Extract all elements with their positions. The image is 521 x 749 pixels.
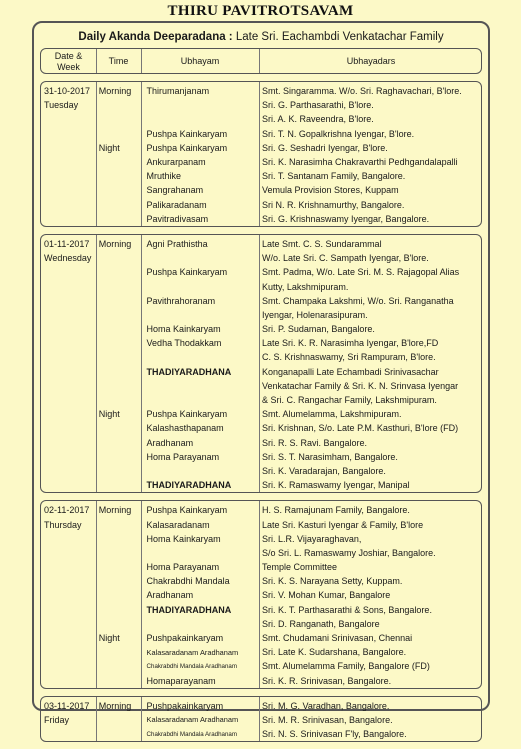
table-row bbox=[41, 308, 481, 322]
ubhayam-cell: Kalashasthapanam bbox=[146, 423, 224, 434]
table-header bbox=[40, 48, 482, 74]
header-time: Time bbox=[108, 56, 129, 66]
ubhayadars-cell: C. S. Krishnaswamy, Sri Rampuram, B'lore. bbox=[262, 352, 436, 363]
day-section bbox=[40, 696, 482, 743]
ubhayadars-cell: Sri. A. K. Raveendra, B'lore. bbox=[262, 114, 374, 125]
ubhayam-cell: Pushpa Kainkaryam bbox=[146, 409, 228, 420]
date-cell: 01-11-2017 bbox=[44, 238, 90, 249]
table-row bbox=[41, 365, 481, 379]
header-date-line1: Date & bbox=[54, 51, 83, 61]
table-row bbox=[41, 198, 481, 212]
table-row bbox=[41, 560, 481, 574]
ubhayadars-cell: Sri. G. Parthasarathi, B'lore. bbox=[262, 100, 374, 111]
table-row bbox=[41, 212, 481, 226]
ubhayam-cell: Thirumanjanam bbox=[146, 86, 210, 97]
ubhayadars-cell: Smt. Alumelamma, Lakshmipuram. bbox=[262, 409, 402, 420]
ubhayam-cell: Kalasaradanam Aradhanam bbox=[146, 647, 239, 657]
ubhayam-cell: Homa Parayanam bbox=[146, 451, 220, 462]
ubhayam-cell: Pushpa Kainkaryam bbox=[146, 142, 228, 153]
table-row bbox=[41, 503, 481, 517]
ubhayam-cell: Pushpa Kainkaryam bbox=[146, 505, 228, 516]
table-row bbox=[41, 645, 481, 659]
subtitle-family: Late Sri. Eachambdi Venkatachar Family bbox=[235, 31, 444, 43]
table-row bbox=[41, 169, 481, 183]
ubhayam-cell: Pavithrahoranam bbox=[146, 295, 216, 306]
ubhayam-cell: Aradhanam bbox=[146, 437, 194, 448]
ubhayadars-cell: Sri. Krishnan, S/o. Late P.M. Kasthuri, B'lore (FD) bbox=[262, 423, 459, 434]
table-row bbox=[41, 478, 481, 492]
table-row bbox=[41, 84, 481, 98]
date-cell: Wednesday bbox=[44, 253, 92, 264]
ubhayam-cell: Agni Prathistha bbox=[146, 238, 208, 249]
ubhayadars-cell: Vemula Provision Stores, Kuppam bbox=[262, 185, 399, 196]
day-section bbox=[40, 234, 482, 493]
header-ubhayadars: Ubhayadars bbox=[346, 56, 396, 66]
ubhayadars-cell: Smt. Singaramma. W/o. Sri. Raghavachari, B'lore. bbox=[262, 86, 462, 97]
header-date bbox=[41, 51, 96, 72]
ubhayam-cell: Vedha Thodakkam bbox=[146, 338, 222, 349]
table-row bbox=[41, 450, 481, 464]
ubhayadars-cell: Konganapalli Late Echambadi Srinivasachar bbox=[262, 366, 439, 377]
ubhayadars-cell: Sri. K. R. Srinivasan, Bangalore. bbox=[262, 675, 392, 686]
ubhayadars-cell: Sri. P. Sudaman, Bangalore. bbox=[262, 324, 375, 335]
date-cell: Friday bbox=[44, 714, 70, 725]
ubhayam-cell: Chakrabdhi Mandala bbox=[146, 576, 230, 587]
ubhayam-cell: Pushpa Kainkaryam bbox=[146, 128, 228, 139]
table-row bbox=[41, 127, 481, 141]
table-row bbox=[41, 603, 481, 617]
time-cell: Night bbox=[98, 409, 120, 420]
table-row bbox=[41, 393, 481, 407]
date-cell: Thursday bbox=[44, 519, 82, 530]
ubhayam-cell: Homa Kainkaryam bbox=[146, 324, 221, 335]
ubhayam-cell: Homa Parayanam bbox=[146, 562, 220, 573]
table-row bbox=[41, 183, 481, 197]
ubhayadars-cell: Sri. K. Varadarajan, Bangalore. bbox=[262, 465, 386, 476]
table-row bbox=[41, 98, 481, 112]
ubhayam-cell: Pushpakainkaryam bbox=[146, 633, 224, 644]
day-section bbox=[40, 500, 482, 688]
time-cell: Morning bbox=[98, 700, 132, 711]
ubhayadars-cell: Sri. M. R. Srinivasan, Bangalore. bbox=[262, 714, 393, 725]
ubhayadars-cell: & Sri. C. Rangachar Family, Lakshmipuram. bbox=[262, 395, 437, 406]
page-title: THIRU PAVITROTSAVAM bbox=[167, 3, 354, 19]
ubhayadars-cell: S/o Sri. L. Ramaswamy Joshiar, Bangalore. bbox=[262, 547, 436, 558]
ubhayam-cell: Mruthike bbox=[146, 171, 182, 182]
table-row bbox=[41, 279, 481, 293]
ubhayam-cell: Chakrabdhi Mandala Aradhanam bbox=[146, 662, 238, 670]
table-row bbox=[41, 322, 481, 336]
table-row bbox=[41, 546, 481, 560]
ubhayadars-cell: Temple Committee bbox=[262, 562, 338, 573]
ubhayadars-cell: Iyengar, Holenarasipuram. bbox=[262, 309, 368, 320]
date-cell: 03-11-2017 bbox=[44, 700, 90, 711]
ubhayadars-cell: Smt. Chudamani Srinivasan, Chennai bbox=[262, 633, 413, 644]
schedule-table bbox=[40, 48, 482, 749]
ubhayadars-cell: Kutty, Lakshmipuram. bbox=[262, 281, 349, 292]
table-row bbox=[41, 588, 481, 602]
table-row bbox=[41, 251, 481, 265]
table-row bbox=[41, 727, 481, 741]
table-row bbox=[41, 436, 481, 450]
ubhayadars-cell: Sri. D. Ranganath, Bangalore bbox=[262, 618, 380, 629]
ubhayadars-cell: Late Sri. K. R. Narasimha Iyengar, B'lore,FD bbox=[262, 338, 439, 349]
ubhayam-cell: THADIYARADHANA bbox=[146, 480, 232, 491]
ubhayadars-cell: Sri. G. Seshadri Iyengar, B'lore. bbox=[262, 142, 388, 153]
ubhayadars-cell: Sri. K. T. Parthasarathi & Sons, Bangalore. bbox=[262, 604, 432, 615]
table-row bbox=[41, 631, 481, 645]
ubhayadars-cell: H. S. Ramajunam Family, Bangalore. bbox=[262, 505, 410, 516]
table-row bbox=[41, 574, 481, 588]
time-cell: Night bbox=[98, 142, 120, 153]
ubhayadars-cell: Sri. G. Krishnaswamy Iyengar, Bangalore. bbox=[262, 213, 430, 224]
ubhayadars-cell: Sri. R. S. Ravi. Bangalore. bbox=[262, 437, 368, 448]
ubhayam-cell: Ankurarpanam bbox=[146, 157, 206, 168]
table-row bbox=[41, 517, 481, 531]
ubhayadars-cell: Sri. N. S. Srinivasan F'ly, Bangalore. bbox=[262, 729, 407, 740]
ubhayadars-cell: Sri. T. Santanam Family, Bangalore. bbox=[262, 171, 406, 182]
table-row bbox=[41, 713, 481, 727]
ubhayam-cell: Pushpakainkaryam bbox=[146, 700, 224, 711]
ubhayadars-cell: Late Sri. Kasturi Iyengar & Family, B'lore bbox=[262, 519, 424, 530]
ubhayadars-cell: Sri. M. G. Varadhan, Bangalore. bbox=[262, 700, 390, 711]
table-row bbox=[41, 659, 481, 673]
table-row bbox=[41, 294, 481, 308]
schedule-frame bbox=[32, 21, 490, 740]
ubhayam-cell: Homaparayanam bbox=[146, 675, 216, 686]
ubhayam-cell: Sangrahanam bbox=[146, 185, 204, 196]
table-row bbox=[41, 464, 481, 478]
table-row bbox=[41, 141, 481, 155]
ubhayadars-cell: Late Smt. C. S. Sundarammal bbox=[262, 238, 382, 249]
table-row bbox=[41, 336, 481, 350]
date-cell: 02-11-2017 bbox=[44, 505, 90, 516]
ubhayadars-cell: Sri N. R. Krishnamurthy, Bangalore. bbox=[262, 199, 405, 210]
ubhayadars-cell: Sri. K. S. Narayana Setty, Kuppam. bbox=[262, 576, 403, 587]
subtitle-label: Daily Akanda Deeparadana : bbox=[78, 31, 233, 43]
ubhayadars-cell: Smt. Alumelamma Family, Bangalore (FD) bbox=[262, 661, 430, 672]
date-cell: Tuesday bbox=[44, 100, 79, 111]
table-row bbox=[41, 421, 481, 435]
time-cell: Morning bbox=[98, 505, 132, 516]
ubhayadars-cell: Sri. Late K. Sudarshana, Bangalore. bbox=[262, 647, 407, 658]
ubhayadars-cell: Sri. K. Ramaswamy Iyengar, Manipal bbox=[262, 480, 410, 491]
time-cell: Night bbox=[98, 633, 120, 644]
table-row bbox=[41, 155, 481, 169]
ubhayadars-cell: Smt. Champaka Lakshmi, W/o. Sri. Ranganatha bbox=[262, 295, 454, 306]
ubhayam-cell: Kalasaradanam bbox=[146, 519, 210, 530]
table-row bbox=[41, 407, 481, 421]
ubhayadars-cell: Sri. S. T. Narasimham, Bangalore. bbox=[262, 451, 398, 462]
table-row bbox=[41, 617, 481, 631]
header-date-line2: Week bbox=[57, 61, 80, 72]
header-ubhayam: Ubhayam bbox=[180, 56, 220, 66]
ubhayam-cell: THADIYARADHANA bbox=[146, 366, 232, 377]
time-cell: Morning bbox=[98, 238, 132, 249]
date-cell: 31-10-2017 bbox=[44, 86, 91, 97]
ubhayadars-cell: Sri. V. Mohan Kumar, Bangalore bbox=[262, 590, 391, 601]
table-row bbox=[41, 532, 481, 546]
time-cell: Morning bbox=[98, 86, 132, 97]
day-section bbox=[40, 81, 482, 227]
ubhayadars-cell: Smt. Padma, W/o. Late Sri. M. S. Rajagopal Alias bbox=[262, 267, 460, 278]
ubhayam-cell: Palikaradanam bbox=[146, 199, 207, 210]
ubhayam-cell: Homa Kainkaryam bbox=[146, 533, 221, 544]
ubhayadars-cell: Venkatachar Family & Sri. K. N. Srinvasa Iyengar bbox=[262, 380, 459, 391]
table-row bbox=[41, 674, 481, 688]
table-row bbox=[41, 379, 481, 393]
table-row bbox=[41, 112, 481, 126]
ubhayadars-cell: Sri. T. N. Gopalkrishna Iyengar, B'lore. bbox=[262, 128, 415, 139]
ubhayadars-cell: Sri. L.R. Vijayaraghavan, bbox=[262, 533, 362, 544]
table-row bbox=[41, 350, 481, 364]
table-row bbox=[41, 237, 481, 251]
ubhayam-cell: Pavitradivasam bbox=[146, 213, 209, 224]
ubhayam-cell: Kalasaradanam Aradhanam bbox=[146, 715, 239, 725]
table-row bbox=[41, 265, 481, 279]
ubhayadars-cell: W/o. Late Sri. C. Sampath Iyengar, B'lore. bbox=[262, 253, 429, 264]
ubhayam-cell: THADIYARADHANA bbox=[146, 604, 232, 615]
ubhayam-cell: Aradhanam bbox=[146, 590, 194, 601]
ubhayam-cell: Chakrabdhi Mandala Aradhanam bbox=[146, 730, 238, 738]
table-row bbox=[41, 699, 481, 713]
subtitle bbox=[34, 31, 488, 43]
ubhayam-cell: Pushpa Kainkaryam bbox=[146, 267, 228, 278]
ubhayadars-cell: Sri. K. Narasimha Chakravarthi Pedhgandalapalli bbox=[262, 157, 458, 168]
